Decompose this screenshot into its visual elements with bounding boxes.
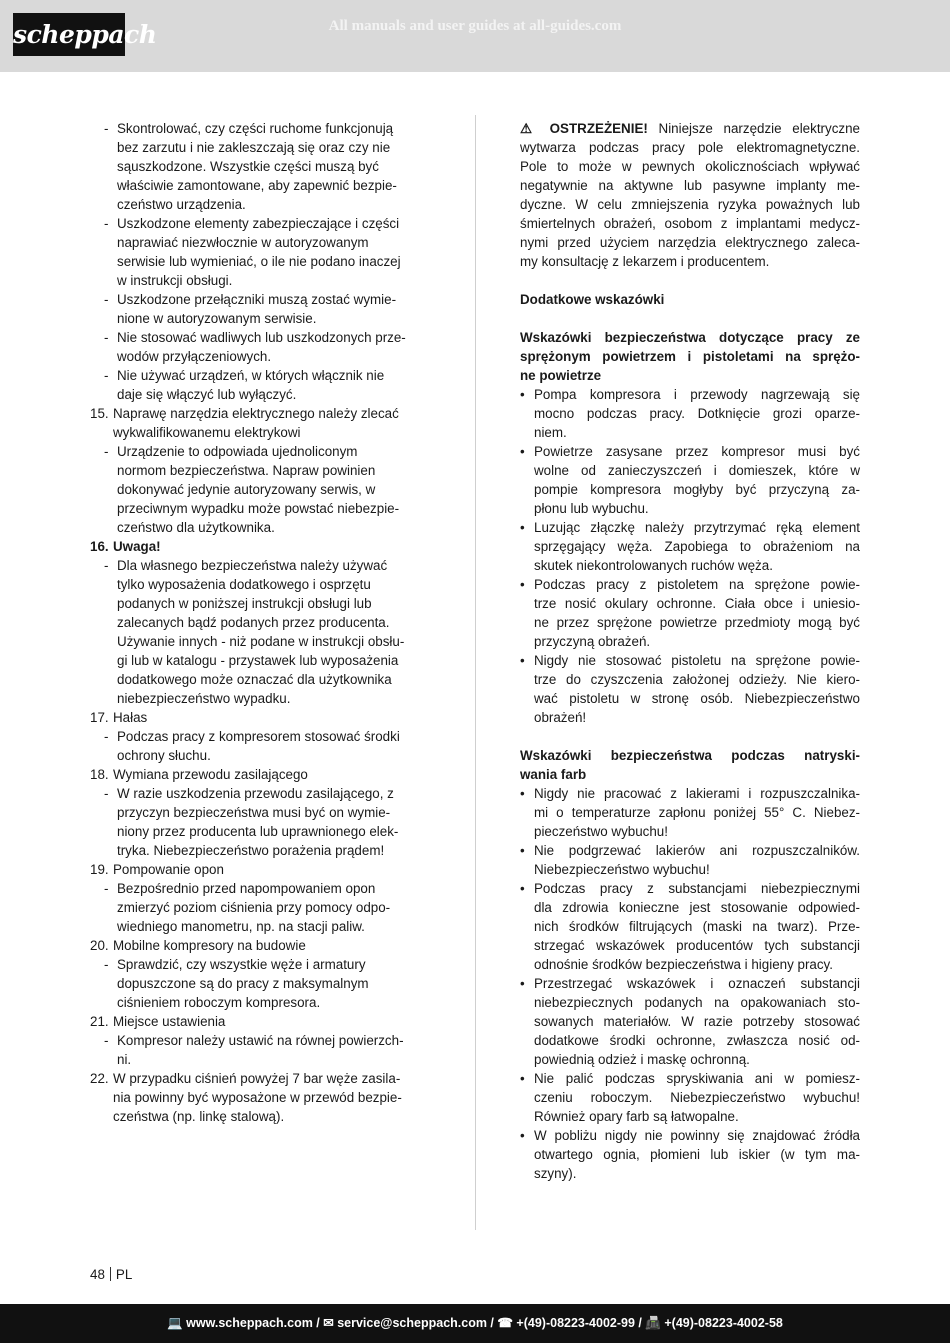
- left-text-column: [90, 119, 435, 1126]
- text-line: Skontrolować, czy części ruchome funkcjonują: [117, 121, 394, 136]
- warning-label: ⚠ OSTRZEŻENIE!: [520, 121, 648, 136]
- text-line: skutek niekontrolowanych ruchów węża.: [534, 558, 773, 573]
- spacer: [520, 309, 860, 328]
- text-line: Bezpośrednio przed napompowaniem opon: [117, 881, 376, 896]
- item-number: 22.: [90, 1071, 109, 1086]
- text-line: W przypadku ciśnień powyżej 7 bar węże zasila-: [113, 1071, 401, 1086]
- dash-marker: -: [104, 216, 109, 231]
- text-line: tylko wyposażenia dodatkowego i osprzętu: [117, 577, 371, 592]
- text-line: Naprawę narzędzia elektrycznego należy zlecać: [113, 406, 399, 421]
- bullet-marker: •: [520, 520, 525, 535]
- text-line: bez zarzutu i nie zakleszczają się oraz czy nie: [117, 140, 391, 155]
- text-line: Wskazówki bezpieczeństwa dotyczące pracy ze: [520, 330, 860, 345]
- bullet-list-item: [520, 575, 860, 651]
- text-line: Nie palić podczas spryskiwania ani w pomiesz-: [534, 1071, 860, 1086]
- dash-list-item: [90, 290, 435, 328]
- bullet-marker: •: [520, 653, 525, 668]
- bullet-marker: •: [520, 1071, 525, 1086]
- text-line: Uszkodzone przełączniki muszą zostać wymie-: [117, 292, 397, 307]
- text-line: Niebezpieczeństwo wybuchu!: [534, 862, 710, 877]
- numbered-item: [90, 708, 435, 727]
- spacer: [520, 727, 860, 746]
- dash-list-item: [90, 784, 435, 860]
- numbered-item: [90, 1069, 435, 1126]
- text-line: nich środków filtrujących (maski na twarz). Prze-: [534, 919, 860, 934]
- section-heading: [520, 328, 860, 385]
- footer-separator: [110, 1267, 111, 1281]
- text-line: ne powietrze: [520, 368, 602, 383]
- page-footer: [90, 1265, 132, 1284]
- dash-list-item: [90, 727, 435, 765]
- bullet-list-item: [520, 385, 860, 442]
- text-line: negatywnie na aktywne lub pasywne implanty me-: [520, 178, 860, 193]
- text-line: czeństwo dla użytkownika.: [117, 520, 275, 535]
- bullet-list-item: [520, 1126, 860, 1183]
- bullet-list-item: [520, 442, 860, 518]
- bullet-marker: •: [520, 881, 525, 896]
- text-line: [520, 119, 860, 138]
- text-line: czeństwo urządzenia.: [117, 197, 246, 212]
- text-line: Również opary farb są łatwopalne.: [534, 1109, 739, 1124]
- text-line: Pole to może w pewnych okolicznościach wpływać: [520, 159, 860, 174]
- dash-marker: -: [104, 368, 109, 383]
- bullet-marker: •: [520, 444, 525, 459]
- dash-marker: -: [104, 881, 109, 896]
- text-line: dokonywać jedynie autoryzowany serwis, w: [117, 482, 376, 497]
- text-line: Podczas pracy z substancjami niebezpiecznymi: [534, 881, 860, 896]
- text-line: strzegać wskazówek producentów tych substancji: [534, 938, 860, 953]
- text-line: zmierzyć poziom ciśnienia przy pomocy odpo-: [117, 900, 391, 915]
- dash-list-item: [90, 1031, 435, 1069]
- text-line: W pobliżu nigdy nie powinny się znajdować źródła: [534, 1128, 860, 1143]
- text-line: dodatkowe środki ochronne, zwłaszcza nosić od-: [534, 1033, 860, 1048]
- text-line: dodatkowego może oznaczać dla użytkownika: [117, 672, 392, 687]
- text-line: Uszkodzone elementy zabezpieczające i części: [117, 216, 400, 231]
- item-number: 19.: [90, 862, 109, 877]
- text-line: niem.: [534, 425, 567, 440]
- numbered-item: [90, 860, 435, 879]
- text-line: Nie podgrzewać lakierów ani rozpuszczalników.: [534, 843, 860, 858]
- bullet-marker: •: [520, 976, 525, 991]
- item-number: 20.: [90, 938, 109, 953]
- bullet-marker: •: [520, 843, 525, 858]
- dash-list-item: [90, 879, 435, 936]
- dash-marker: -: [104, 330, 109, 345]
- text-line: Przestrzegać wskazówek i oznaczeń substancji: [534, 976, 860, 991]
- dash-list-item: [90, 556, 435, 708]
- dash-marker: -: [104, 558, 109, 573]
- text-line: sprężonym powietrzem i pistoletami na sprężo-: [520, 349, 860, 364]
- text-line: Wskazówki bezpieczeństwa podczas natryski-: [520, 748, 860, 763]
- dash-marker: -: [104, 1033, 109, 1048]
- item-number: 21.: [90, 1014, 109, 1029]
- dash-list-item: [90, 328, 435, 366]
- text-line: normom bezpieczeństwa. Napraw powinien: [117, 463, 376, 478]
- text-line: serwisie lub wymieniać, o ile nie podano inaczej: [117, 254, 401, 269]
- text-line: płonu lub wybuchu.: [534, 501, 649, 516]
- text-line: obrażeń!: [534, 710, 587, 725]
- text-line: trze nosić okulary ochronne. Ciała obce i uniesio-: [534, 596, 860, 611]
- bullet-marker: •: [520, 387, 525, 402]
- text-line: wodów przyłączeniowych.: [117, 349, 272, 364]
- bullet-marker: •: [520, 786, 525, 801]
- text-line: mocno podczas pracy. Dotknięcie grozi oparze-: [534, 406, 860, 421]
- text-line: Uwaga!: [113, 539, 161, 554]
- dash-marker: -: [104, 444, 109, 459]
- text-line: daje się włączyć lub wyłączyć.: [117, 387, 297, 402]
- text-line: Miejsce ustawienia: [113, 1014, 226, 1029]
- right-text-column: [520, 119, 860, 1183]
- numbered-item: [90, 936, 435, 955]
- text-line: tryka. Niebezpieczeństwo porażenia prądem!: [117, 843, 385, 858]
- text-line: wykwalifikowanemu elektrykowi: [113, 425, 301, 440]
- numbered-item: [90, 537, 435, 556]
- text-line: nione w autoryzowanym serwisie.: [117, 311, 317, 326]
- text-line: Podczas pracy z kompresorem stosować środki: [117, 729, 400, 744]
- dash-marker: -: [104, 786, 109, 801]
- text-line: wać pistoletu w stronę osób. Niebezpieczeństwo: [534, 691, 860, 706]
- section-heading: [520, 746, 860, 784]
- text-line: Luzując złączkę należy przytrzymać ręką element: [534, 520, 860, 535]
- text-line: Hałas: [113, 710, 148, 725]
- dash-marker: -: [104, 729, 109, 744]
- text-line: dopuszczone są do pracy z maksymalnym: [117, 976, 369, 991]
- watermark-text: All manuals and user guides at all-guides.com: [328, 18, 622, 34]
- text-line: w instrukcji obsługi.: [117, 273, 233, 288]
- item-number: 16.: [90, 539, 109, 554]
- text-line: Wymiana przewodu zasilającego: [113, 767, 308, 782]
- dash-list-item: [90, 366, 435, 404]
- text-line: właściwie zamontowane, aby zapewnić bezpie-: [117, 178, 397, 193]
- text-line: niebezpieczeństwo wypadku.: [117, 691, 291, 706]
- spacer: [520, 271, 860, 290]
- text-line: Sprawdzić, czy wszystkie węże i armatury: [117, 957, 366, 972]
- bullet-list-item: [520, 518, 860, 575]
- bullet-list-item: [520, 974, 860, 1069]
- text-line: Używanie innych - niż podane w instrukcji obsłu-: [117, 634, 405, 649]
- text-line: nia powinny być wyposażone w przewód bezpie-: [113, 1090, 402, 1105]
- page-language: PL: [115, 1267, 133, 1282]
- text-line: wiedniego manometru, np. na stacji paliw.: [117, 919, 365, 934]
- text-line: Kompresor należy ustawić na równej powierzch-: [117, 1033, 404, 1048]
- text-line: wania farb: [520, 767, 587, 782]
- dash-marker: -: [104, 957, 109, 972]
- text-line: Powietrze zasysane przez kompresor musi być: [534, 444, 860, 459]
- text-line: my konsultację z lekarzem i producentem.: [520, 254, 770, 269]
- section-heading: [520, 290, 860, 309]
- text-line: ochrony słuchu.: [117, 748, 211, 763]
- text-line: szyny).: [534, 1166, 577, 1181]
- text-line: nymi przed użyciem narzędzia elektrycznego zaleca-: [520, 235, 860, 250]
- text-line: odnośnie środków bezpieczeństwa i higieny pracy.: [534, 957, 833, 972]
- page-number: 48: [90, 1267, 105, 1282]
- text-line: podanych w poniższej instrukcji obsługi lub: [117, 596, 372, 611]
- text-line: Nigdy nie stosować pistoletu na sprężone powie-: [534, 653, 860, 668]
- column-divider: [475, 115, 476, 1230]
- text-line: przeciwnym wypadku może powstać niebezpie-: [117, 501, 400, 516]
- dash-list-item: [90, 119, 435, 214]
- dash-list-item: [90, 214, 435, 290]
- text-line: niony przez producenta lub uprawnionego elek-: [117, 824, 399, 839]
- item-number: 18.: [90, 767, 109, 782]
- text-line: trze do czyszczenia założonej odzieży. Nie kiero-: [534, 672, 860, 687]
- text-line: Nie stosować wadliwych lub uszkodzonych prze-: [117, 330, 406, 345]
- text-line: śmiertelnych obrażeń, osobom z implantami medycz-: [520, 216, 860, 231]
- bullet-list-item: [520, 784, 860, 841]
- text-line: przyczyn bezpieczeństwa musi być on wymie-: [117, 805, 391, 820]
- item-number: 15.: [90, 406, 109, 421]
- dash-list-item: [90, 955, 435, 1012]
- text-line: Dodatkowe wskazówki: [520, 292, 665, 307]
- bullet-marker: •: [520, 577, 525, 592]
- bullet-list-item: [520, 651, 860, 727]
- text-line: Nigdy nie pracować z lakierami i rozpuszczalnika-: [534, 786, 860, 801]
- text-line: dla zdrowia konieczne jest stosowanie odpowied-: [534, 900, 860, 915]
- text-line: sowanych materiałów. W razie potrzeby stosować: [534, 1014, 860, 1029]
- contact-bar: 💻 www.scheppach.com / ✉ service@scheppach.com / ☎ +(49)-08223-4002-99 / 📠 +(49)-08223-4002-58: [0, 1304, 950, 1343]
- numbered-item: [90, 1012, 435, 1031]
- text-line: wolne od zanieczyszczeń i domieszek, które w: [534, 463, 860, 478]
- dash-list-item: [90, 442, 435, 537]
- numbered-item: [90, 404, 435, 442]
- bullet-list-item: [520, 879, 860, 974]
- bullet-marker: •: [520, 1128, 525, 1143]
- warning-text: Niniejsze narzędzie elektryczne: [647, 121, 860, 136]
- text-line: gi lub w katalogu - przystawek lub wyposażenia: [117, 653, 399, 668]
- text-line: naprawiać niezwłocznie w autoryzowanym: [117, 235, 369, 250]
- text-line: wytwarza podczas pracy pole elektromagnetyczne.: [520, 140, 860, 155]
- text-line: czeniu roboczym. Niebezpieczeństwo wybuchu!: [534, 1090, 860, 1105]
- bullet-list-item: [520, 1069, 860, 1126]
- numbered-item: [90, 765, 435, 784]
- text-line: ne przez sprężone powietrze przedmioty mogą być: [534, 615, 860, 630]
- dash-marker: -: [104, 121, 109, 136]
- page-header: [0, 0, 950, 72]
- text-line: czeństwa (np. linkę stalową).: [113, 1109, 285, 1124]
- text-line: ni.: [117, 1052, 132, 1067]
- text-line: Pompowanie opon: [113, 862, 224, 877]
- text-line: sąuszkodzone. Wszystkie części muszą być: [117, 159, 379, 174]
- text-line: niebezpiecznych podanych na opakowaniach sto-: [534, 995, 860, 1010]
- text-line: Podczas pracy z pistoletem na sprężone powie-: [534, 577, 860, 592]
- dash-marker: -: [104, 292, 109, 307]
- text-line: zalecanych bądź podanych przez producenta.: [117, 615, 390, 630]
- text-line: Nie używać urządzeń, w których włącznik nie: [117, 368, 385, 383]
- bullet-list-item: [520, 841, 860, 879]
- text-line: mi o temperaturze zapłonu poniżej 55° C. Niebez-: [534, 805, 860, 820]
- text-line: sprzęgający węża. Zapobiega to obrażeniom na: [534, 539, 860, 554]
- text-line: pompie kompresora mogłyby być przyczyną za-: [534, 482, 860, 497]
- text-line: Dla własnego bezpieczeństwa należy używać: [117, 558, 388, 573]
- item-number: 17.: [90, 710, 109, 725]
- text-line: otwartego ognia, płomieni lub iskier (w tym ma-: [534, 1147, 860, 1162]
- scheppach-logo: scheppach: [13, 13, 125, 56]
- text-line: ciśnieniem roboczym kompresora.: [117, 995, 321, 1010]
- text-line: powiednią odzież i maskę ochronną.: [534, 1052, 750, 1067]
- text-line: W razie uszkodzenia przewodu zasilającego, z: [117, 786, 394, 801]
- text-line: Urządzenie to odpowiada ujednoliconym: [117, 444, 358, 459]
- text-line: dyczne. W celu zmniejszenia ryzyka poważnych lub: [520, 197, 860, 212]
- text-line: pieczeństwo wybuchu!: [534, 824, 668, 839]
- text-line: Mobilne kompresory na budowie: [113, 938, 306, 953]
- warning-paragraph: [520, 119, 860, 271]
- text-line: Pompa kompresora i przewody nagrzewają się: [534, 387, 860, 402]
- text-line: przyczyną obrażeń.: [534, 634, 651, 649]
